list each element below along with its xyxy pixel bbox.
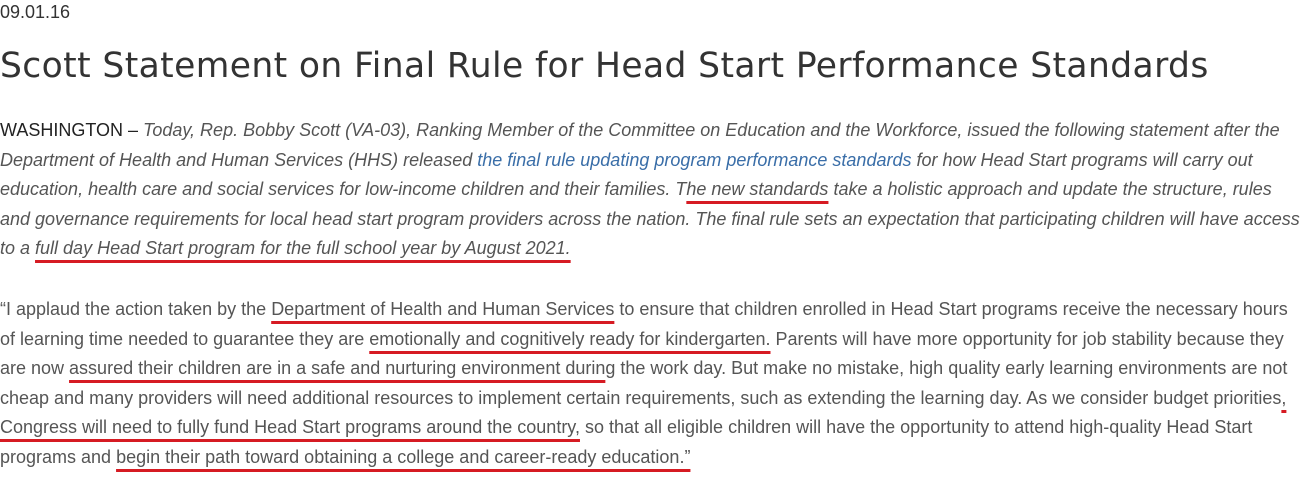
- final-rule-link[interactable]: the final rule updating program performance standards: [477, 149, 912, 170]
- annotated-underline: begin their path toward obtaining a college and career-ready education.”: [116, 446, 691, 467]
- annotated-underline: emotionally and cognitively ready for kindergarten.: [369, 328, 771, 349]
- paragraph-text: take a holistic approach and update the structure, rules and governance requirements for local head start program providers across the nation. The final rule sets an expectation that participating children will have access to a: [0, 179, 1300, 259]
- article-date: 09.01.16: [0, 2, 71, 22]
- article-title: Scott Statement on Final Rule for Head Start Performance Standards: [0, 46, 1209, 86]
- article-paragraph-intro: [0, 116, 1300, 264]
- paragraph-text: so that all eligible children will have the opportunity to attend high-quality Head Start programs and: [0, 417, 1253, 467]
- annotated-underline: assured their children are in a safe and nurturing environment durin: [69, 358, 606, 379]
- paragraph-text: Today, Rep. Bobby Scott (VA-03), Ranking Member of the Committee on Education and the Workforce, issued the following statement after the Department of Health and Human Services (HHS) released: [0, 120, 1280, 170]
- annotated-underline: , Congress will need to fully fund Head Start programs around the country,: [0, 387, 1287, 438]
- dateline: WASHINGTON –: [0, 120, 139, 140]
- article-paragraph-quote: [0, 295, 1300, 473]
- annotated-underline: Department of Health and Human Services: [271, 299, 615, 319]
- annotated-underline: full day Head Start program for the full school year by August 2021.: [35, 238, 571, 259]
- paragraph-text: g the work day. But make no mistake, high quality early learning environments are not cheap and many providers will need additional resources to implement certain requirements, such as extending the learning day. As we consider budget priorities: [0, 358, 1288, 408]
- paragraph-text: “I applaud the action taken by the: [0, 299, 272, 319]
- annotated-underline: he new standards: [686, 179, 829, 200]
- paragraph-text: for how Head Start programs will carry out education, health care and social services for low-income children and their families. T: [0, 149, 1253, 200]
- paragraph-text: Parents will have more opportunity for job stability because they are now: [0, 328, 1284, 379]
- paragraph-text: to ensure that children enrolled in Head Start programs receive the necessary hours of learning time needed to guarantee they are: [0, 299, 1288, 349]
